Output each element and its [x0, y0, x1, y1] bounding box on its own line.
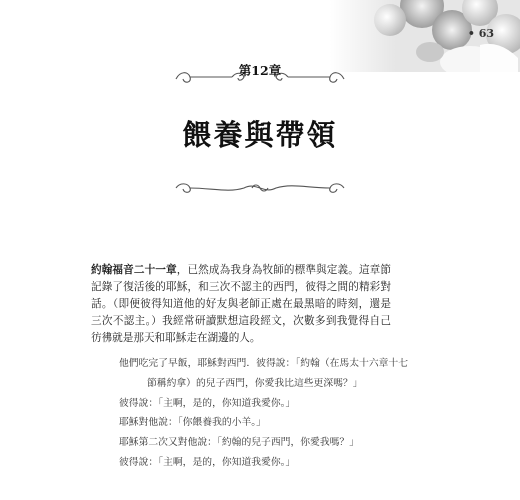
scripture-line: 耶穌對他說：「你餵養我的小羊。」	[119, 417, 266, 429]
body-lead-reference: 約翰福音二十一章	[91, 264, 177, 276]
scripture-line: 他們吃完了早飯，耶穌對西門．彼得說：「約翰（在馬太十六章十七節稱約拿）的兒子西門，你愛我比這些更深嗎？」	[119, 358, 409, 389]
chapter-title: 餵養與帶領	[182, 118, 338, 152]
scripture-quote	[119, 354, 411, 473]
scripture-line: 耶穌第二次又對他說：「約翰的兒子西門，你愛我嗎？」	[119, 437, 360, 449]
body-paragraph	[91, 262, 391, 347]
body-text: ，已然成為我身為牧師的標準與定義。這章節記錄了復活後的耶穌，和三次不認主的西門，彼得之間的精彩對話。（即便彼得知道他的好友與老師正處在最黑暗的時刻，還是三次不認主。）我經常研讀默想這段經文，次數多到我覺得自己彷彿就是那天和耶穌走在湖邊的人。	[91, 264, 391, 344]
chapter-label: 第12章	[238, 63, 282, 78]
page-number: • 63	[467, 27, 494, 40]
scripture-line: 彼得說：「主啊，是的，你知道我愛你。」	[119, 456, 296, 468]
ornament-divider-bottom	[172, 180, 348, 196]
scripture-line: 彼得說：「主啊，是的，你知道我愛你。」	[119, 397, 296, 409]
